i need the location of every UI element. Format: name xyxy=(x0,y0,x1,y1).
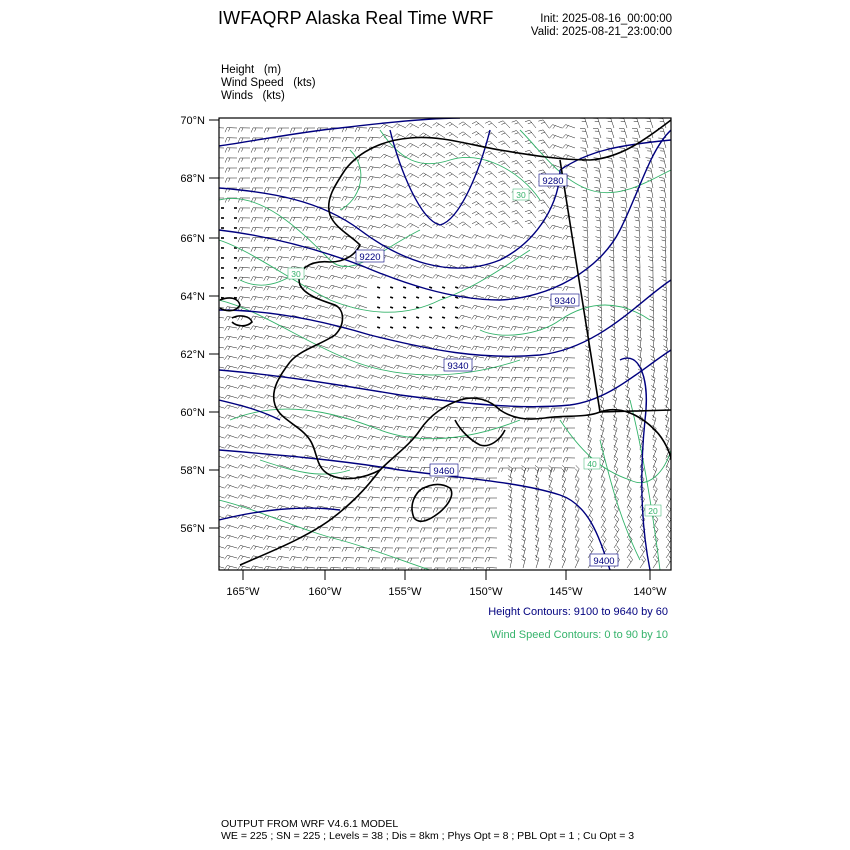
lon-tick-label: 150°W xyxy=(469,586,503,598)
speed-contour-label: 40 xyxy=(587,459,597,469)
wind-barb xyxy=(429,287,432,288)
wind-barb xyxy=(442,287,445,288)
lon-tick-label: 165°W xyxy=(226,586,260,598)
variable-winds: Winds (kts) xyxy=(221,90,285,102)
wind-barb xyxy=(429,327,432,328)
wind-barb xyxy=(390,317,393,318)
height-contour-label: 9340 xyxy=(554,296,576,307)
lat-tick-label: 70°N xyxy=(180,115,205,127)
wind-barb xyxy=(377,287,380,288)
wind-barb xyxy=(390,297,393,298)
footer-model: OUTPUT FROM WRF V4.6.1 MODEL xyxy=(221,818,399,830)
wind-barb xyxy=(390,307,393,308)
wind-barb xyxy=(377,327,380,328)
footer-settings: WE = 225 ; SN = 225 ; Levels = 38 ; Dis = 8km ; Phys Opt = 8 ; PBL Opt = 1 ; Cu Opt = 3 xyxy=(221,830,635,842)
lat-tick-label: 62°N xyxy=(180,349,205,361)
wind-barb xyxy=(377,317,380,318)
height-contour-label: 9460 xyxy=(433,466,455,477)
wind-barb xyxy=(403,297,406,298)
wind-barb xyxy=(416,317,419,318)
wind-barb xyxy=(403,287,406,288)
lat-tick-label: 64°N xyxy=(180,291,205,303)
wind-barb xyxy=(403,327,406,328)
valid-time: Valid: 2025-08-21_23:00:00 xyxy=(530,26,672,38)
wind-barb xyxy=(442,307,445,308)
variable-height: Height (m) xyxy=(221,64,282,76)
wind-barb xyxy=(455,297,458,298)
wind-barb xyxy=(429,297,432,298)
speed-contour-label: 30 xyxy=(291,269,301,279)
height-contour-label: 9280 xyxy=(542,176,564,187)
wind-barb xyxy=(442,327,445,328)
wind-barb xyxy=(429,317,432,318)
wind-barb xyxy=(442,317,445,318)
map-background xyxy=(219,118,671,570)
height-contour-legend: Height Contours: 9100 to 9640 by 60 xyxy=(488,606,668,618)
lat-tick-label: 60°N xyxy=(180,407,205,419)
map-title: IWFAQRP Alaska Real Time WRF xyxy=(218,8,494,28)
model-footer xyxy=(221,818,634,842)
lat-tick-label: 58°N xyxy=(180,465,205,477)
lon-tick-label: 155°W xyxy=(388,586,422,598)
lat-tick-label: 56°N xyxy=(180,523,205,535)
lon-tick-label: 160°W xyxy=(308,586,342,598)
height-contour-label: 9340 xyxy=(447,361,469,372)
init-time: Init: 2025-08-16_00:00:00 xyxy=(540,13,672,25)
wind-barb xyxy=(455,287,458,288)
wind-barb xyxy=(442,297,445,298)
wind-barb xyxy=(377,297,380,298)
wind-barb xyxy=(455,327,458,328)
lat-tick-label: 68°N xyxy=(180,173,205,185)
speed-contour-label: 20 xyxy=(648,506,658,516)
height-contour-label: 9220 xyxy=(359,252,381,263)
wind-barb xyxy=(403,307,406,308)
height-contour-label: 9400 xyxy=(593,556,615,567)
wind-barb xyxy=(403,317,406,318)
lon-tick-label: 140°W xyxy=(633,586,667,598)
wind-barb xyxy=(390,327,393,328)
wind-barb xyxy=(416,297,419,298)
wind-speed-contour-legend: Wind Speed Contours: 0 to 90 by 10 xyxy=(490,629,668,641)
variable-wind-speed: Wind Speed (kts) xyxy=(221,77,316,89)
wind-barb xyxy=(429,307,432,308)
wind-barb xyxy=(390,287,393,288)
wind-barb xyxy=(455,317,458,318)
lat-tick-label: 66°N xyxy=(180,233,205,245)
lon-tick-label: 145°W xyxy=(549,586,583,598)
speed-contour-label: 30 xyxy=(516,190,526,200)
wind-barb xyxy=(416,327,419,328)
wind-barb xyxy=(455,307,458,308)
wind-barb xyxy=(377,307,380,308)
